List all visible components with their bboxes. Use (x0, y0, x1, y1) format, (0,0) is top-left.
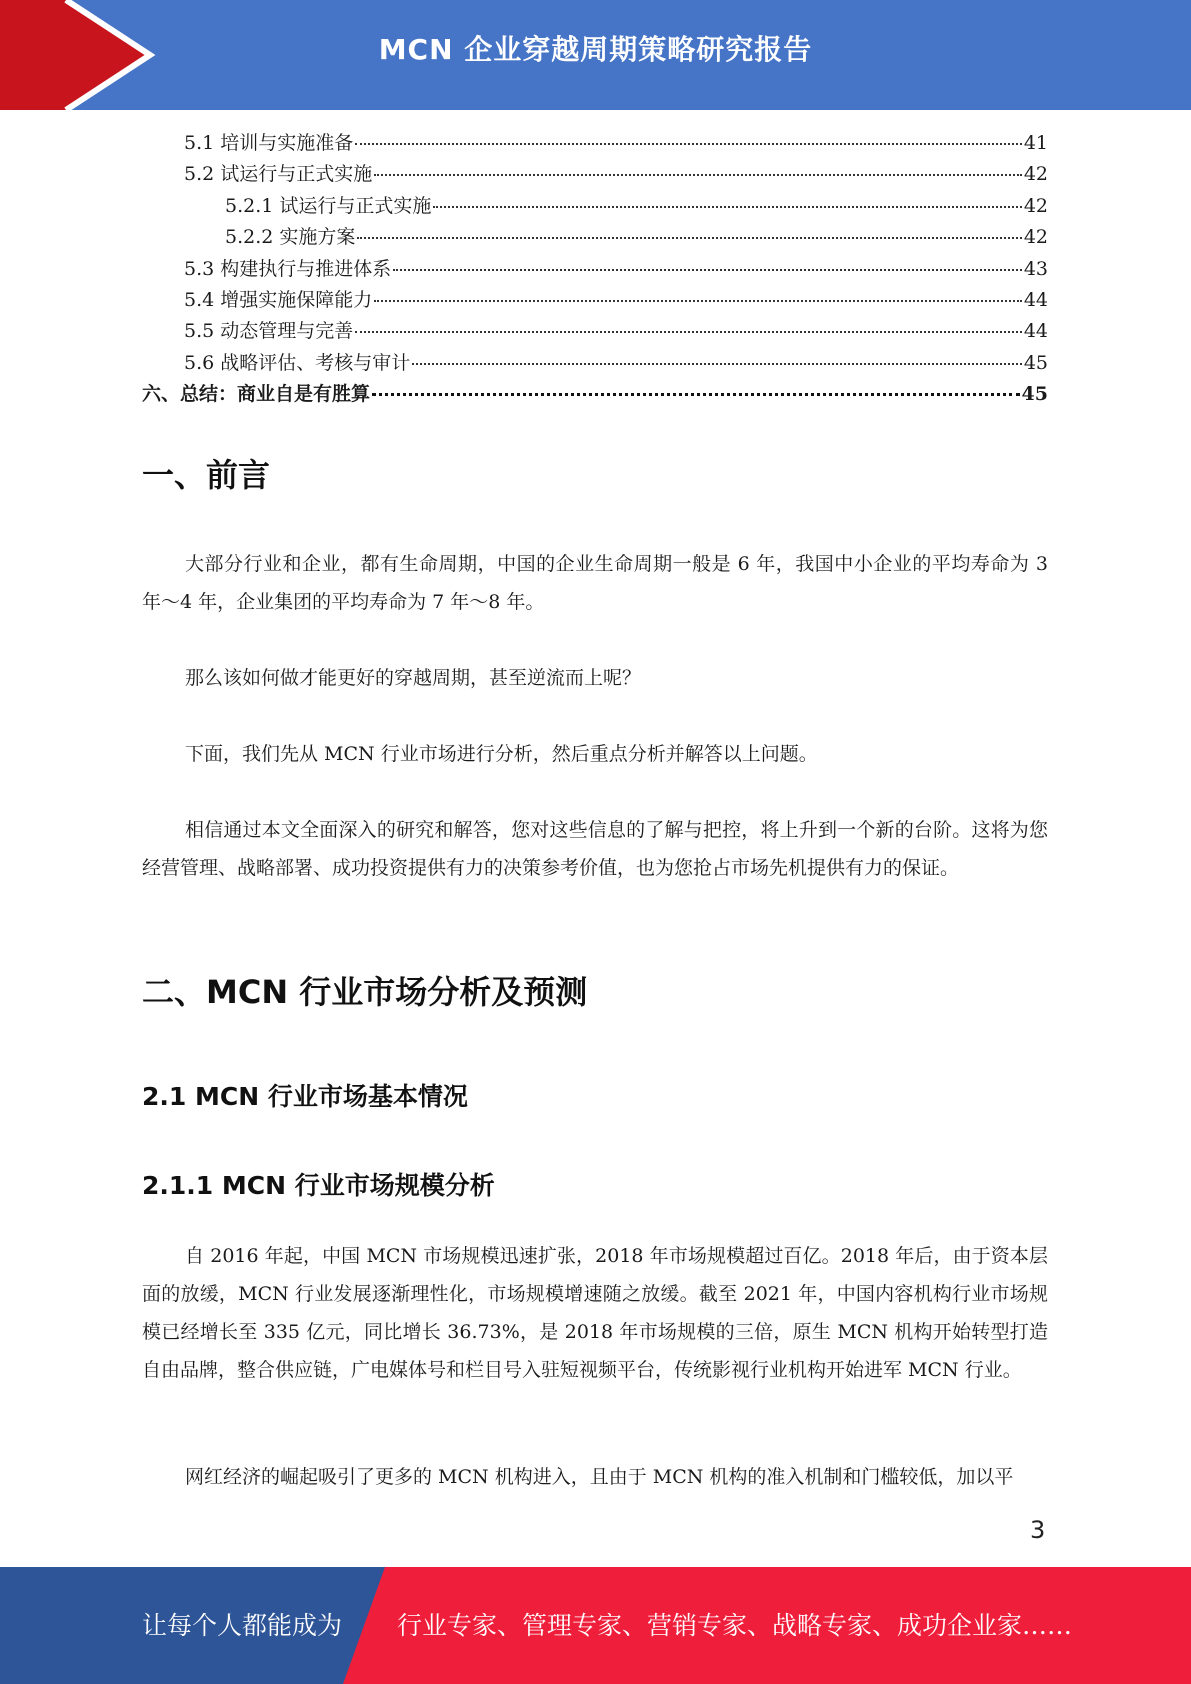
toc-entry[interactable] (142, 316, 1048, 347)
toc-leader (374, 300, 1022, 302)
toc-leader (355, 331, 1022, 333)
toc-entry[interactable] (142, 128, 1048, 159)
toc-entry[interactable] (142, 285, 1048, 316)
toc-entry-label: 5.4 增强实施保障能力 (184, 288, 373, 311)
toc-leader (372, 393, 1020, 396)
subsection-heading: 2.1 MCN 行业市场基本情况 (142, 1082, 468, 1111)
section-heading-market: 二、MCN 行业市场分析及预测 (142, 973, 588, 1011)
toc-entry-page: 45 (1023, 351, 1048, 374)
page-number: 3 (1030, 1516, 1046, 1544)
toc-entry[interactable] (142, 159, 1048, 190)
report-title: MCN 企业穿越周期策略研究报告 (378, 33, 813, 66)
toc-entry-label: 5.6 战略评估、考核与审计 (184, 351, 411, 374)
subsection-heading: 2.1.1 MCN 行业市场规模分析 (142, 1171, 495, 1200)
footer-slogan-left: 让每个人都能成为 (142, 1611, 343, 1640)
toc-leader (357, 237, 1021, 239)
toc-leader (374, 174, 1022, 176)
toc-entry[interactable] (142, 222, 1048, 253)
toc-leader (355, 143, 1022, 145)
toc-entry-label: 5.2.2 实施方案 (225, 226, 356, 249)
market-paragraph: 网红经济的崛起吸引了更多的 MCN 机构进入，且由于 MCN 机构的准入机制和门槛较低，加以平 (185, 1466, 1014, 1488)
intro-paragraph: 下面，我们先从 MCN 行业市场进行分析，然后重点分析并解答以上问题。 (185, 743, 818, 765)
toc-entry-label: 5.2 试运行与正式实施 (184, 163, 373, 186)
intro-paragraph: 那么该如何做才能更好的穿越周期，甚至逆流而上呢？ (185, 667, 642, 689)
toc-leader (412, 363, 1022, 365)
section-heading-intro: 一、前言 (142, 456, 271, 494)
page-footer (0, 1567, 1191, 1684)
toc-leader (393, 269, 1022, 271)
toc-leader (433, 206, 1021, 208)
toc-entry-page: 42 (1023, 163, 1048, 186)
intro-paragraph: 大部分行业和企业，都有生命周期，中国的企业生命周期一般是 6 年，我国中小企业的平均寿命为 3 年～4 年，企业集团的平均寿命为 7 年～8 年。 (142, 553, 1048, 613)
toc-entry-label: 六、总结：商业自是有胜算 (142, 383, 371, 406)
toc-entry-label: 5.3 构建执行与推进体系 (184, 257, 392, 280)
toc-entry-page: 44 (1023, 288, 1048, 311)
table-of-contents (142, 128, 1048, 411)
toc-entry-label: 5.5 动态管理与完善 (184, 320, 354, 343)
toc-entry-page: 42 (1023, 226, 1048, 249)
market-paragraph: 自 2016 年起，中国 MCN 市场规模迅速扩张，2018 年市场规模超过百亿。2018 年后，由于资本层面的放缓，MCN 行业发展逐渐理性化，市场规模增速随之放缓。截至 2021 年，中国内容机构行业市场规模已经增长至 335 亿元，同比增长 36.73%，是 2018 年市场规模的三倍，原生 MCN 机构开始转型打造自由品牌，整合供应链，广电媒体号和栏目号入驻短视频平台，传统影视行业机构开始进军 MCN 行业。 (142, 1245, 1048, 1381)
toc-entry-label: 5.2.1 试运行与正式实施 (225, 194, 432, 217)
toc-entry-page: 43 (1023, 257, 1048, 280)
toc-entry[interactable] (142, 379, 1048, 410)
page-header (0, 0, 1191, 110)
toc-entry-page: 41 (1023, 132, 1048, 154)
toc-entry-page: 45 (1021, 383, 1048, 406)
toc-entry[interactable] (142, 191, 1048, 222)
toc-entry-page: 42 (1023, 194, 1048, 217)
toc-entry-label: 5.1 培训与实施准备 (184, 132, 354, 154)
toc-entry-page: 44 (1023, 320, 1048, 343)
intro-paragraph: 相信通过本文全面深入的研究和解答，您对这些信息的了解与把控，将上升到一个新的台阶。这将为您经营管理、战略部署、成功投资提供有力的决策参考价值，也为您抢占市场先机提供有力的保证。 (142, 819, 1048, 879)
toc-entry[interactable] (142, 348, 1048, 379)
toc-entry[interactable] (142, 254, 1048, 285)
footer-slogan-right: 行业专家、管理专家、营销专家、战略专家、成功企业家…… (397, 1611, 1073, 1640)
